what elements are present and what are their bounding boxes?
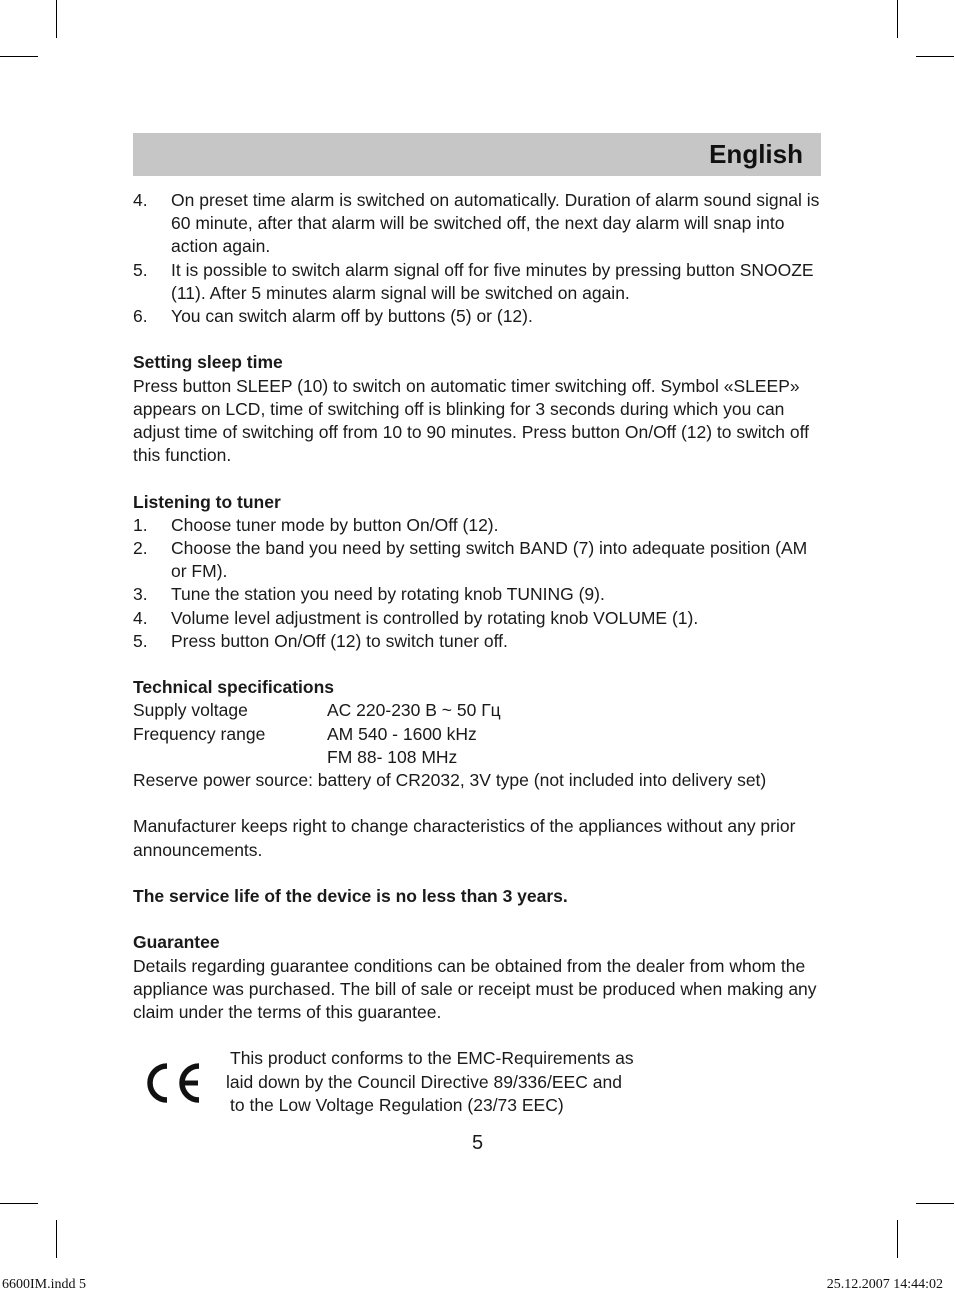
alarm-list <box>133 189 823 328</box>
page-number: 5 <box>471 1132 484 1154</box>
list-item <box>133 630 823 653</box>
crop-mark <box>916 56 954 57</box>
service-life-statement: The service life of the device is no less than 3 years. <box>133 886 568 907</box>
list-item <box>133 189 823 259</box>
crop-mark <box>897 1220 898 1258</box>
list-item <box>133 305 823 328</box>
list-text: You can switch alarm off by buttons (5) or (12). <box>171 306 533 327</box>
list-number: 5. <box>133 630 148 651</box>
list-number: 1. <box>133 514 148 535</box>
manufacturer-note: Manufacturer keeps right to change characteristics of the appliances without any prior announcements. <box>133 816 796 860</box>
ce-conformity-block <box>133 1047 823 1119</box>
spec-label: Supply voltage <box>133 700 248 721</box>
list-item <box>133 583 823 606</box>
list-item <box>133 514 823 537</box>
crop-mark <box>56 0 57 38</box>
language-header-bar <box>133 133 821 176</box>
list-item <box>133 607 823 630</box>
ce-conformity-text <box>226 1047 696 1117</box>
document-body <box>133 189 823 1119</box>
list-text: Volume level adjustment is controlled by rotating knob VOLUME (1). <box>171 607 699 628</box>
spec-value: AM 540 - 1600 kHz <box>327 723 477 744</box>
specs-heading: Technical specifications <box>133 677 334 698</box>
list-text: Press button On/Off (12) to switch tuner off. <box>171 630 508 651</box>
list-text: Tune the station you need by rotating knob TUNING (9). <box>171 584 605 605</box>
sleep-heading: Setting sleep time <box>133 352 283 373</box>
list-number: 5. <box>133 259 148 280</box>
spec-row <box>133 699 823 722</box>
spec-value: FM 88- 108 MHz <box>327 746 458 767</box>
spec-row <box>133 746 823 769</box>
spec-row <box>133 723 823 746</box>
crop-mark <box>0 1203 38 1204</box>
tuner-heading: Listening to tuner <box>133 491 281 512</box>
list-number: 4. <box>133 607 148 628</box>
crop-mark <box>897 0 898 38</box>
ce-line: to the Low Voltage Regulation (23/73 EEC) <box>230 1094 564 1115</box>
list-text: It is possible to switch alarm signal off for five minutes by pressing button SNOOZE (11). After 5 minutes alarm signal will be switched on again. <box>171 259 814 303</box>
spec-label: Frequency range <box>133 723 266 744</box>
guarantee-heading: Guarantee <box>133 932 220 953</box>
list-item <box>133 537 823 583</box>
crop-mark <box>56 1220 57 1258</box>
list-number: 2. <box>133 538 148 559</box>
ce-line: laid down by the Council Directive 89/336/EEC and <box>226 1071 622 1092</box>
list-number: 3. <box>133 584 148 605</box>
list-text: Choose tuner mode by button On/Off (12). <box>171 514 499 535</box>
sleep-paragraph: Press button SLEEP (10) to switch on automatic timer switching off. Symbol «SLEEP» appears on LCD, time of switching off is blinking for 3 seconds during which you can adjust time of switching off from 10 to 90 minutes. Press button On/Off (12) to switch off this function. <box>133 375 810 466</box>
list-text: Choose the band you need by setting switch BAND (7) into adequate position (AM or FM). <box>171 538 808 582</box>
reserve-power-text: Reserve power source: battery of CR2032, 3V type (not included into delivery set) <box>133 770 767 791</box>
slug-timestamp: 25.12.2007 14:44:02 <box>826 1277 943 1292</box>
crop-mark <box>916 1203 954 1204</box>
list-number: 4. <box>133 190 148 210</box>
tuner-list <box>133 514 823 653</box>
guarantee-paragraph: Details regarding guarantee conditions can be obtained from the dealer from whom the appliance was purchased. The bill of sale or receipt must be produced when making any claim under the terms of this guarantee. <box>133 955 817 1023</box>
ce-line: This product conforms to the EMC-Requirements as <box>230 1048 634 1069</box>
ce-mark-icon <box>143 1061 203 1105</box>
list-text: On preset time alarm is switched on automatically. Duration of alarm sound signal is 60 minute, after that alarm will be switched off, the next day alarm will snap into action again. <box>171 190 820 257</box>
spec-label <box>133 746 327 769</box>
list-item <box>133 259 823 305</box>
spec-value: AC 220-230 В ~ 50 Гц <box>327 700 501 721</box>
crop-mark <box>0 56 38 57</box>
slug-file-name: 6600IM.indd 5 <box>2 1277 86 1292</box>
language-title: English <box>709 139 803 169</box>
list-number: 6. <box>133 306 148 327</box>
